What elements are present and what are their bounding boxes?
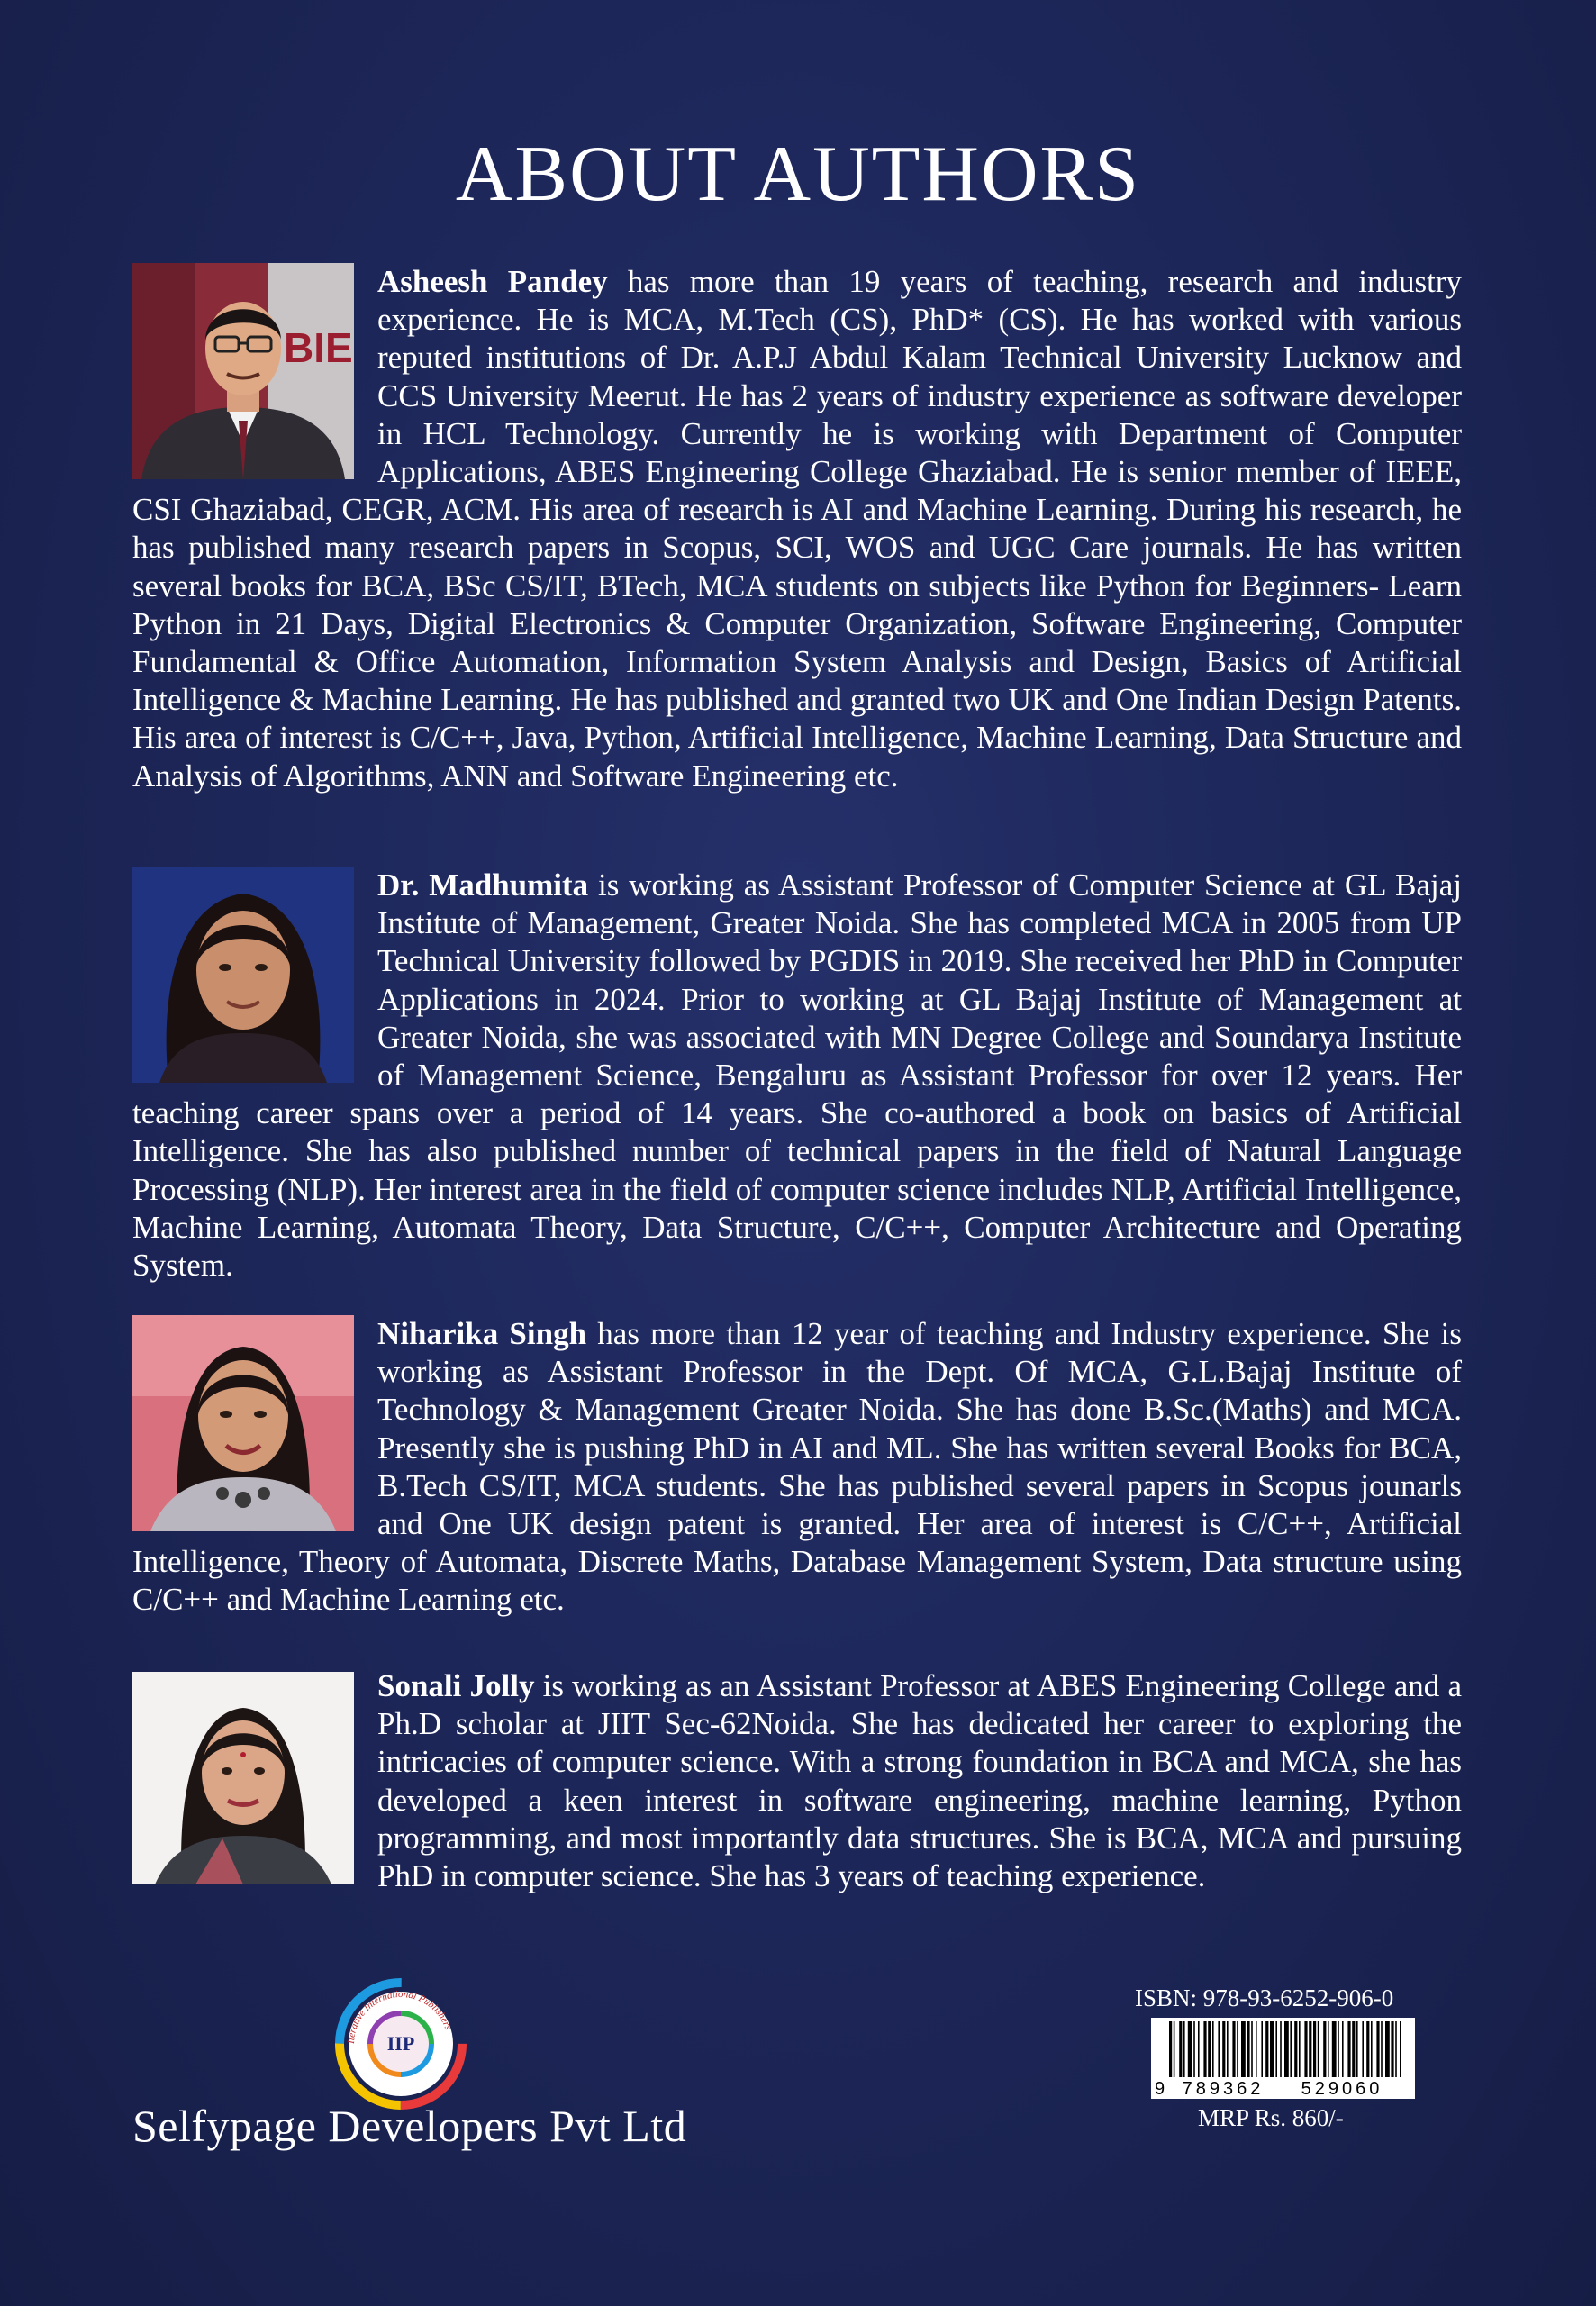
author-bio-niharika-singh [132,1315,1462,1620]
author-photo-madhumita [132,867,354,1083]
author-name: Sonali Jolly [377,1668,535,1703]
barcode-first-digit: 9 [1155,2079,1165,2099]
author-bio-text: has more than 19 years of teaching, research and industry experience. He is MCA, M.Tech (CS), PhD* (CS). He has worked with various reputed institutions of Dr. A.P.J Abdul Kalam Technical University Lucknow and CCS University Meerut. He has 2 years of industry experience as software developer in HCL Technology. Currently he is working with Department of Computer Applications, ABES Engineering College Ghaziabad. He is senior member of IEEE, CSI Ghaziabad, CEGR, ACM. His area of research is AI and Machine Learning. During his research, he has published many research papers in Scopus, SCI, WOS and UGC Care journals. He has written several books for BCA, BSc CS/IT, BTech, MCA students on subjects like Python for Beginners- Learn Python in 21 Days, Digital Electronics & Computer Organization, Software Engineering, Computer Fundamental & Office Automation, Information System Analysis and Design, Basics of Artificial Intelligence & Machine Learning. He has published and granted two UK and One Indian Design Patents. His area of interest is C/C++, Java, Python, Artificial Intelligence, Machine Learning, Data Structure and Analysis of Algorithms, ANN and Software Engineering etc. [132,264,1462,794]
photo-background-text: BIE [284,324,353,371]
author-bio-text: has more than 12 year of teaching and Industry experience. She is working as Assistant Professor in the Dept. Of MCA, G.L.Bajaj Institute of Technology & Management Greater Noida. She has done B.Sc.(Maths) and MCA. Presently she is pushing PhD in AI and ML. She has written several Books for BCA, B.Tech CS/IT, MCA students. She has published several papers in Scopus jounarls and One UK design patent is granted. Her area of interest is C/C++, Artificial Intelligence, Theory of Automata, Discrete Maths, Database Management System, Data structure using C/C++ and Machine Learning etc. [132,1316,1462,1618]
isbn-barcode [1151,2018,1415,2099]
mrp-price: MRP Rs. 860/- [1198,2104,1344,2131]
svg-text:IIP: IIP [386,2032,415,2055]
author-bio-madhumita [132,867,1462,1285]
author-photo-sonali-jolly [132,1672,354,1884]
author-name: Dr. Madhumita [377,867,589,903]
barcode-left-digits: 789362 [1182,2079,1265,2099]
author-name: Asheesh Pandey [377,264,608,299]
barcode-right-digits: 529060 [1301,2079,1383,2099]
author-bio-text: is working as an Assistant Professor at ABES Engineering College and a Ph.D scholar at JIIT Sec-62Noida. She has dedicated her career to exploring the intricacies of computer science. With a strong foundation in BCA and MCA, she has developed a keen interest in software engineering, machine learning, Python programming, and most importantly data structures. She is BCA, MCA and pursuing PhD in computer science. She has 3 years of teaching experience. [377,1668,1463,1894]
author-bio-text: is working as Assistant Professor of Computer Science at GL Bajaj Institute of Management, Greater Noida. She has completed MCA in 2005 from UP Technical University followed by PGDIS in 2019. She received her PhD in Computer Applications in 2024. Prior to working at GL Bajaj Institute of Management at Greater Noida, she was associated with MN Degree College and Soundarya Institute of Management Science, Bengaluru as Assistant Professor for over 12 years. Her teaching career spans over a period of 14 years. She co-authored a book on basics of Artificial Intelligence. She has also published number of technical papers in the field of Natural Language Processing (NLP). Her interest area in the field of computer science includes NLP, Artificial Intelligence, Machine Learning, Automata Theory, Data Structure, C/C++, Computer Architecture and Operating System. [132,867,1462,1284]
svg-text:Iterative International Publis: Iterative International Publishers [345,1988,454,2045]
author-name: Niharika Singh [377,1316,587,1351]
publisher-logo [333,1976,468,2111]
publisher-name: Selfypage Developers Pvt Ltd [132,2101,687,2151]
author-bio-asheesh-pandey [132,263,1462,795]
author-bio-sonali-jolly [132,1667,1462,1895]
isbn-label: ISBN: 978-93-6252-906-0 [1135,1984,1394,2011]
author-photo-niharika-singh [132,1315,354,1531]
author-photo-asheesh-pandey [132,263,354,479]
page-title: ABOUT AUTHORS [455,131,1141,218]
